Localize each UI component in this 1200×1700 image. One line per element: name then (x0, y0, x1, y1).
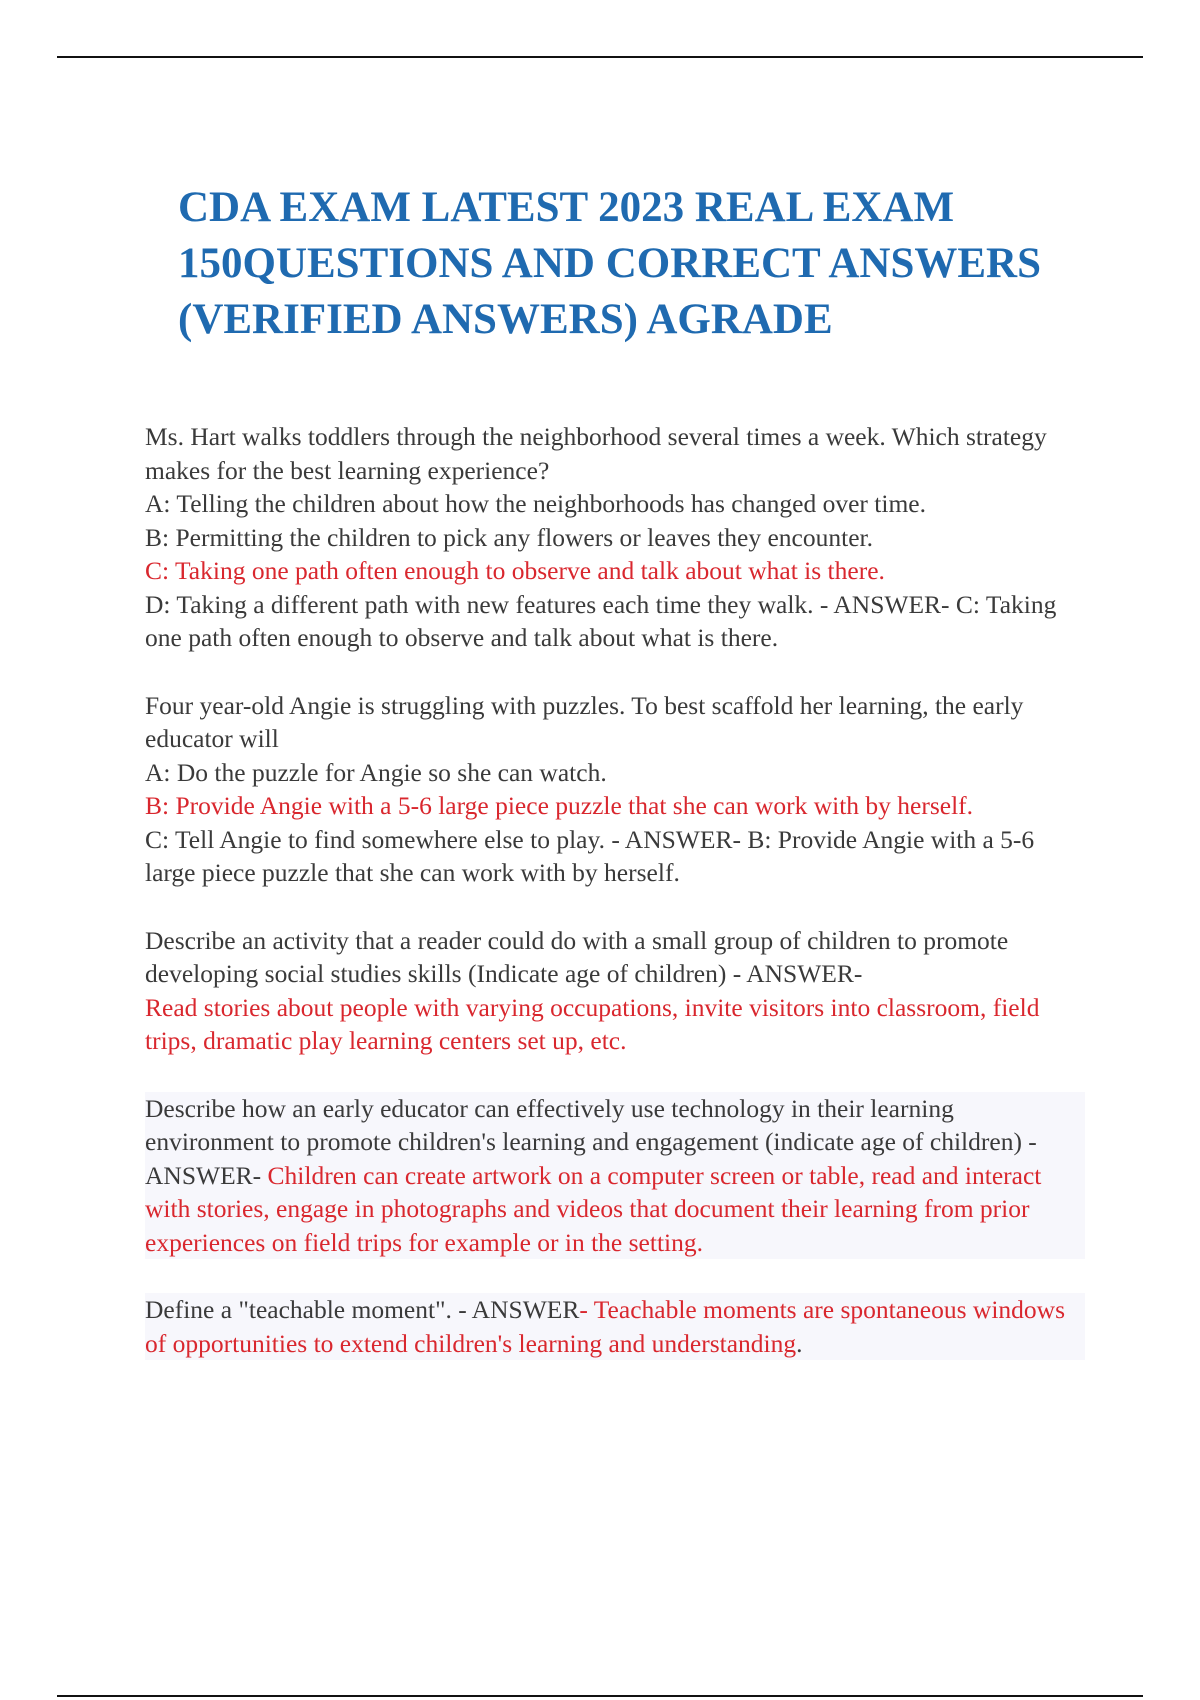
question-2-text: Four year-old Angie is struggling with puzzles. To best scaffold her learning, the early educator will (145, 690, 1024, 753)
question-1-text: Ms. Hart walks toddlers through the neighborhood several times a week. Which strategy makes for the best learning experience? (145, 422, 1047, 485)
question-block-4 (145, 1092, 1085, 1260)
question-2-option-b-correct: B: Provide Angie with a 5-6 large piece puzzle that she can work with by herself. (145, 791, 974, 820)
question-4-text: Describe how an early educator can effectively use technology in their learning environment to promote children's learning and engagement (indicate age of children) - ANSWER- (145, 1093, 1037, 1190)
question-2-option-c-answer: C: Tell Angie to find somewhere else to play. - ANSWER- B: Provide Angie with a 5-6 large piece puzzle that she can work with by herself. (145, 824, 1035, 887)
title-line-1: CDA EXAM LATEST 2023 REAL EXAM (178, 184, 955, 231)
question-5-period: . (796, 1328, 803, 1358)
question-5-answer: - Teachable moments are spontaneous windows of opportunities to extend children's learning and understanding (145, 1295, 1066, 1358)
question-1-option-b: B: Permitting the children to pick any flowers or leaves they encounter. (145, 522, 873, 552)
question-1-option-a: A: Telling the children about how the neighborhoods has changed over time. (145, 489, 926, 518)
question-4-paragraph (145, 1092, 1085, 1260)
title-line-3: (VERIFIED ANSWERS) AGRADE (178, 296, 833, 343)
question-4-answer: Children can create artwork on a computer screen or table, read and interact with stories, engage in photographs and videos that document their learning from prior experiences on field trips for example or in the setting. (145, 1160, 1042, 1257)
document-title (178, 180, 1138, 348)
question-block-2 (145, 689, 1085, 890)
question-3-answer: Read stories about people with varying occupations, invite visitors into classroom, field trips, dramatic play learning centers set up, etc. (145, 992, 1040, 1055)
question-2-option-a: A: Do the puzzle for Angie so she can watch. (145, 757, 607, 787)
question-block-1 (145, 420, 1085, 655)
question-1-option-d-answer: D: Taking a different path with new features each time they walk. - ANSWER- C: Taking one path often enough to observe and talk about what is there. (145, 589, 1057, 652)
document-body (145, 420, 1085, 1394)
question-5-text: Define a "teachable moment". - ANSWER (145, 1295, 580, 1324)
top-rule (57, 56, 1143, 58)
question-3-text: Describe an activity that a reader could do with a small group of children to promote developing social studies skills (Indicate age of children) - ANSWER- (145, 925, 1009, 988)
bottom-rule (57, 1695, 1143, 1697)
title-line-2: 150QUESTIONS AND CORRECT ANSWERS (178, 240, 1042, 287)
question-1-option-c-correct: C: Taking one path often enough to observe and talk about what is there. (145, 556, 885, 585)
question-5-paragraph (145, 1293, 1085, 1360)
question-block-5 (145, 1293, 1085, 1360)
question-block-3 (145, 924, 1085, 1058)
